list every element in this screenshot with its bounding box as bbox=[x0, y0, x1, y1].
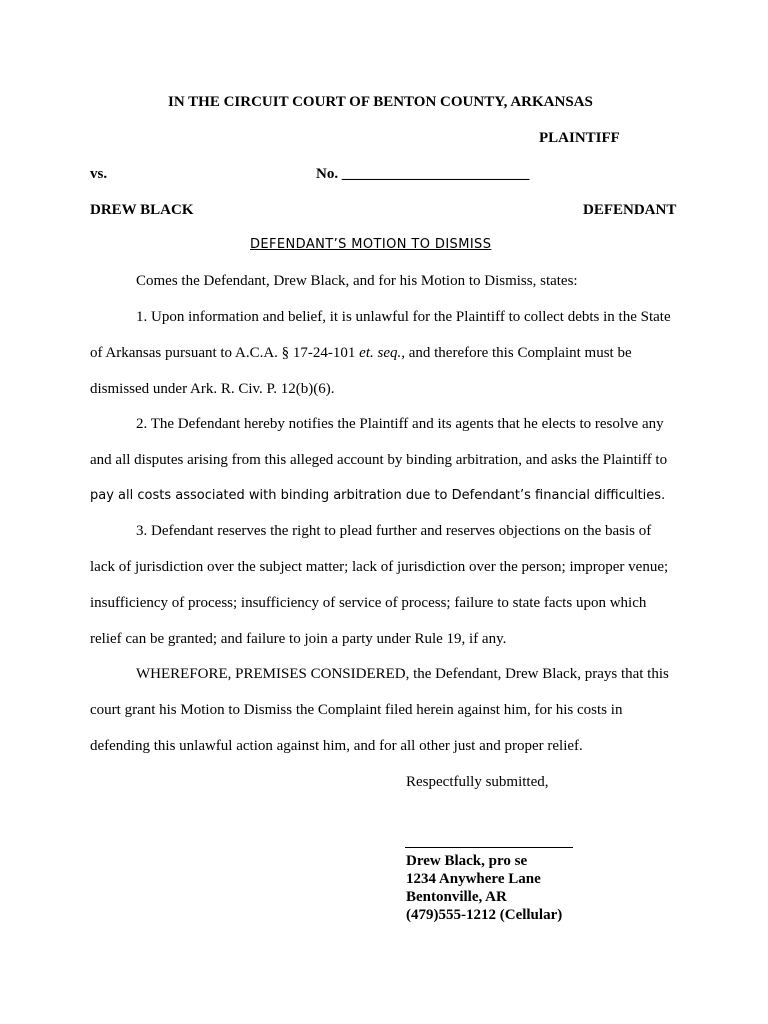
wherefore-line: WHEREFORE, PREMISES CONSIDERED, the Defendant, Drew Black, prays that this bbox=[136, 666, 669, 682]
et-seq-citation: et. seq., bbox=[359, 345, 405, 361]
defendant-name: DREW BLACK bbox=[90, 202, 194, 218]
case-number-field: No. _________________________ bbox=[316, 166, 530, 182]
document-title: DEFENDANT’S MOTION TO DISMISS bbox=[250, 237, 492, 252]
closing-salutation: Respectfully submitted, bbox=[406, 774, 549, 790]
paragraph-3-line: 3. Defendant reserves the right to plead further and reserves objections on the basis of bbox=[136, 523, 652, 539]
defendant-label: DEFENDANT bbox=[583, 202, 677, 218]
wherefore-line: defending this unlawful action against him, and for all other just and proper relief. bbox=[90, 738, 583, 754]
paragraph-1-line: of Arkansas pursuant to A.C.A. § 17-24-101 et. seq., and therefore this Complaint must be bbox=[90, 345, 632, 361]
paragraph-1-line: dismissed under Ark. R. Civ. P. 12(b)(6). bbox=[90, 381, 335, 397]
intro-paragraph: Comes the Defendant, Drew Black, and for his Motion to Dismiss, states: bbox=[136, 273, 578, 289]
paragraph-3-line: lack of jurisdiction over the subject matter; lack of jurisdiction over the person; improper venue; bbox=[90, 559, 669, 575]
paragraph-1-line: 1. Upon information and belief, it is unlawful for the Plaintiff to collect debts in the State bbox=[136, 309, 671, 325]
paragraph-2-line: and all disputes arising from this alleged account by binding arbitration, and asks the Plaintiff to bbox=[90, 452, 668, 468]
court-heading: IN THE CIRCUIT COURT OF BENTON COUNTY, ARKANSAS bbox=[168, 94, 593, 110]
signer-address-line1: 1234 Anywhere Lane bbox=[406, 871, 541, 887]
signer-name: Drew Black, pro se bbox=[406, 853, 528, 869]
paragraph-2-line: pay all costs associated with binding arbitration due to Defendant’s financial difficulties. bbox=[90, 488, 666, 503]
wherefore-line: court grant his Motion to Dismiss the Complaint filed herein against him, for his costs in bbox=[90, 702, 623, 718]
plaintiff-label: PLAINTIFF bbox=[539, 130, 620, 146]
signature-line bbox=[405, 847, 573, 848]
paragraph-3-line: insufficiency of process; insufficiency of service of process; failure to state facts upon which bbox=[90, 595, 647, 611]
paragraph-2-line: 2. The Defendant hereby notifies the Plaintiff and its agents that he elects to resolve any bbox=[136, 416, 664, 432]
versus-label: vs. bbox=[90, 166, 108, 182]
signer-address-line2: Bentonville, AR bbox=[406, 889, 507, 905]
signer-phone: (479)555-1212 (Cellular) bbox=[406, 907, 563, 923]
paragraph-3-line: relief can be granted; and failure to join a party under Rule 19, if any. bbox=[90, 631, 507, 647]
